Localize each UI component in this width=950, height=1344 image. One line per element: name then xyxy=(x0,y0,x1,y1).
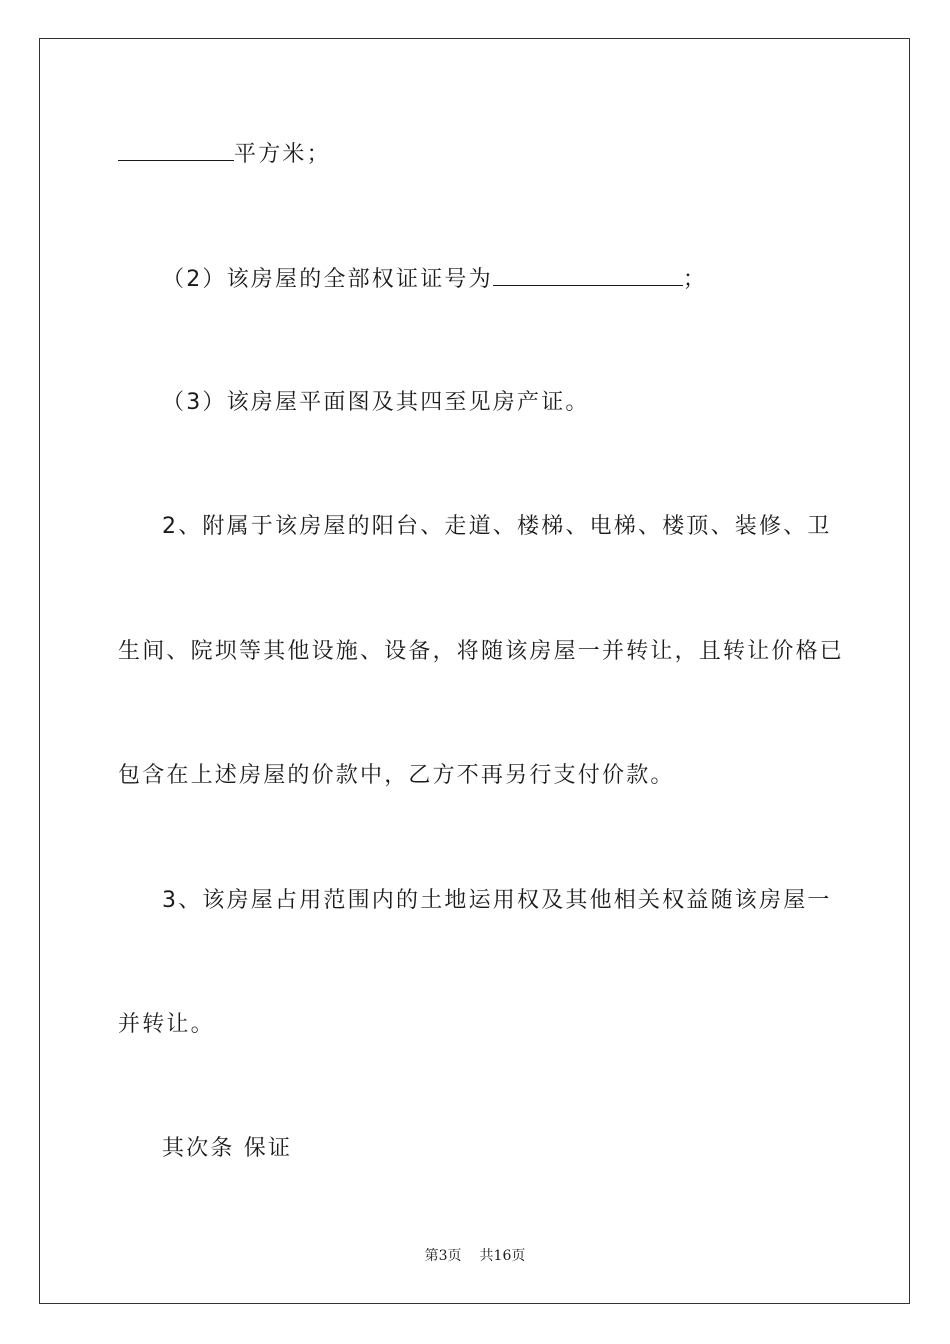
page-frame xyxy=(39,38,910,1304)
area-unit: 平方米； xyxy=(234,142,331,167)
total-pages: 共16页 xyxy=(479,1248,526,1264)
certificate-label: （2）该房屋的全部权证证号为 xyxy=(162,267,493,292)
certificate-line xyxy=(162,263,707,295)
area-line xyxy=(118,138,331,170)
page-footer xyxy=(0,1246,950,1266)
paragraph-line: （3）该房屋平面图及其四至见房产证。 xyxy=(162,390,590,415)
section-heading: 其次条 保证 xyxy=(162,1136,293,1161)
paragraph-line: 包含在上述房屋的价款中，乙方不再另行支付价款。 xyxy=(118,763,675,788)
certificate-end: ； xyxy=(682,267,708,292)
current-page: 第3页 xyxy=(424,1248,462,1264)
paragraph-line: 生间、院坝等其他设施、设备，将随该房屋一并转让，且转让价格已 xyxy=(118,639,845,664)
paragraph-line: 2、附属于该房屋的阳台、走道、楼梯、电梯、楼顶、装修、卫 xyxy=(162,514,832,539)
paragraph-line: 并转让。 xyxy=(118,1012,215,1037)
paragraph-line: 3、该房屋占用范围内的土地运用权及其他相关权益随该房屋一 xyxy=(162,888,832,913)
certificate-blank xyxy=(493,263,683,286)
area-blank xyxy=(118,138,234,161)
